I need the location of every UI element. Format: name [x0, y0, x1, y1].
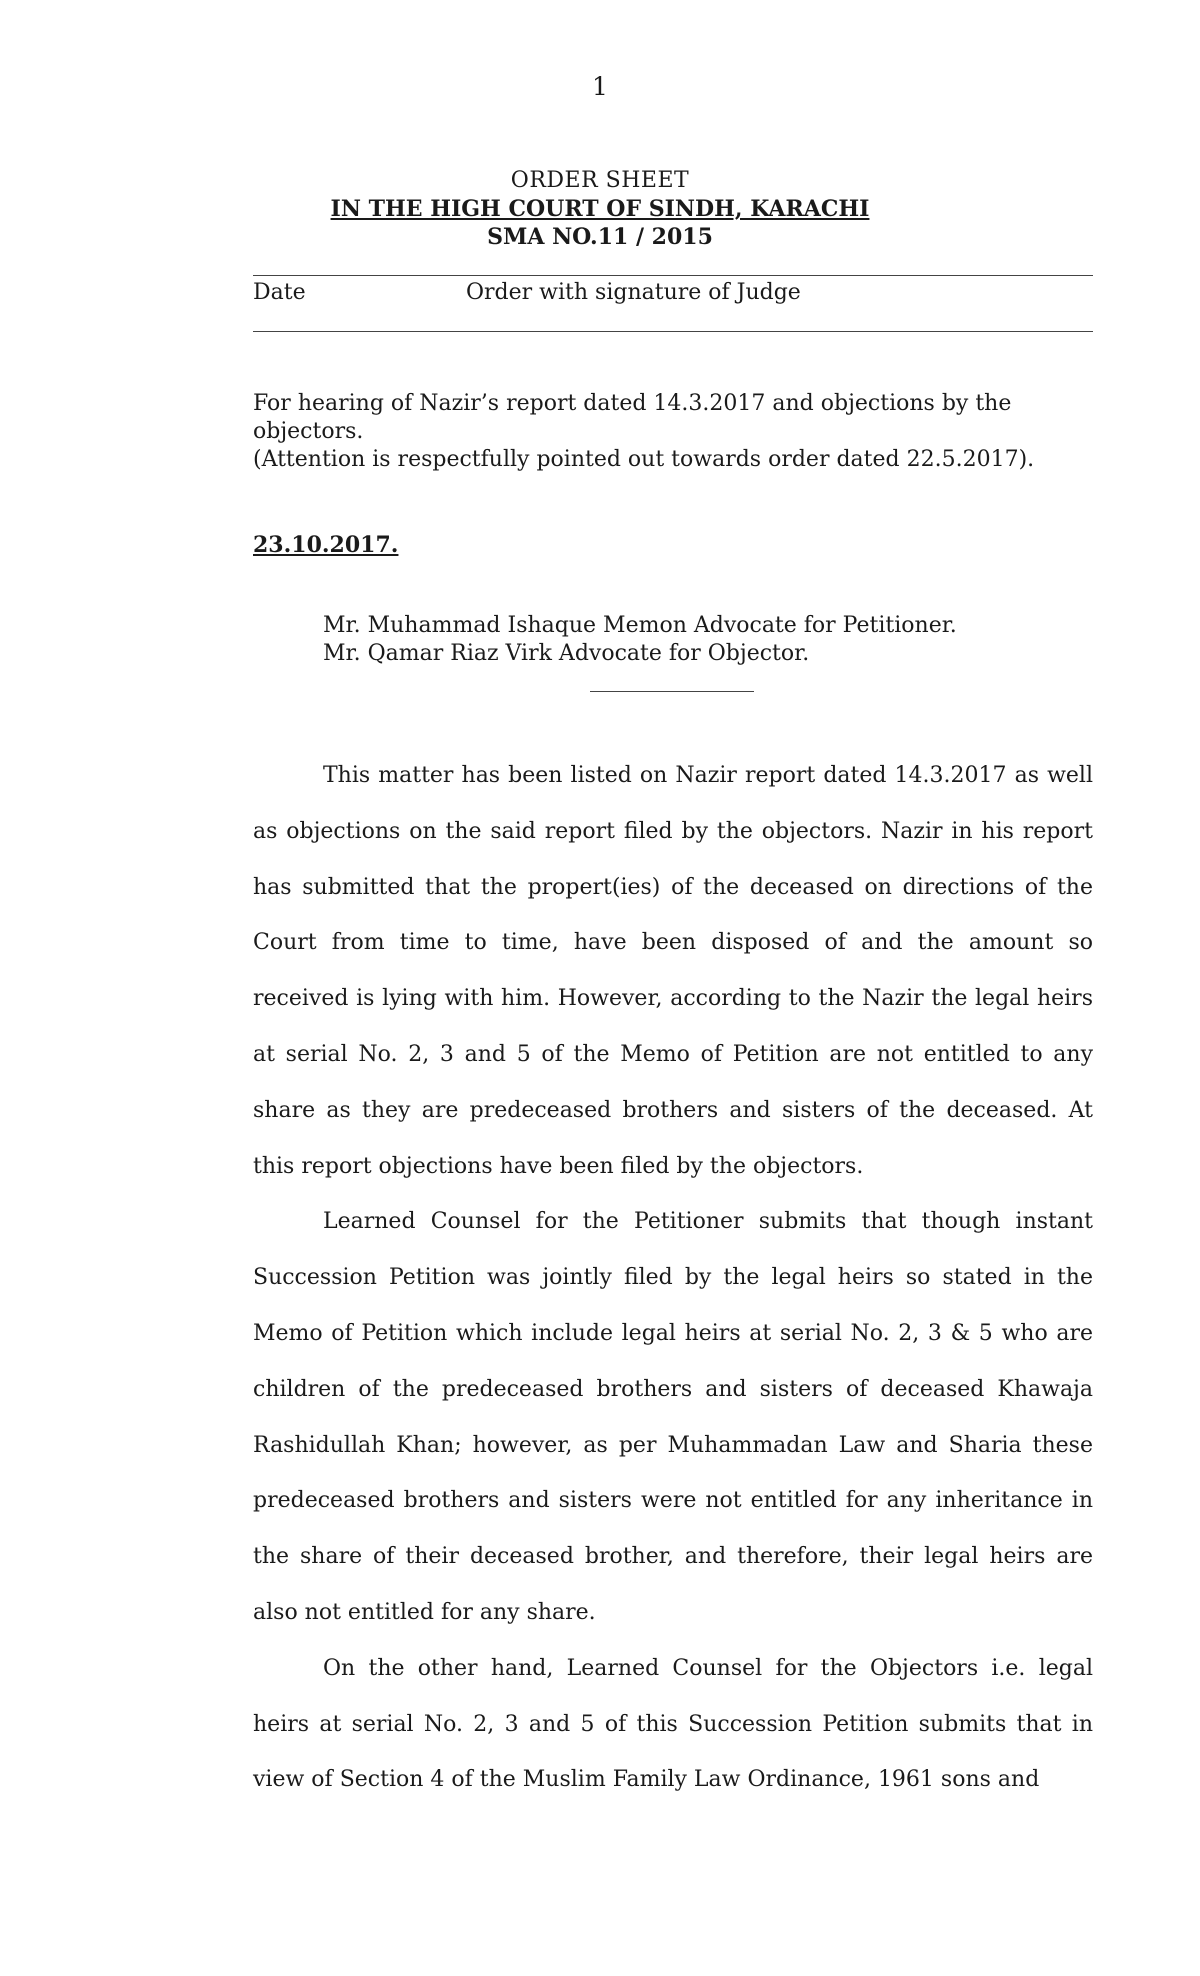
paragraph: On the other hand, Learned Counsel for the Objectors i.e. legal heirs at serial No. 2, 3 and 5 of this Succession Petition submits that in view of Section 4 of the Muslim Family Law Ordinance, 1961 sons and: [253, 1655, 1093, 1793]
appearance-objector: Mr. Qamar Riaz Virk Advocate for Objector.: [323, 641, 810, 666]
paragraph: Learned Counsel for the Petitioner submits that though instant Succession Petition was jointly filed by the legal heirs so stated in the Memo of Petition which include legal heirs at serial No. 2, 3 & 5 who are children of the predeceased brothers and sisters of deceased Khawaja Rashidullah Khan; however, as per Muhammadan Law and Sharia these predeceased brothers and sisters were not entitled for any inheritance in the share of their deceased brother, and therefore, their legal heirs are also not entitled for any share.: [253, 1209, 1093, 1625]
header-bottom-rule: [253, 331, 1093, 332]
page-number: 1: [592, 72, 608, 101]
order-sheet-title: ORDER SHEET: [510, 168, 690, 193]
appearance-petitioner: Mr. Muhammad Ishaque Memon Advocate for Petitioner.: [323, 613, 957, 638]
hearing-purpose: [253, 390, 1093, 474]
order-body: [253, 748, 1093, 1808]
paragraph: This matter has been listed on Nazir report dated 14.3.2017 as well as objections on the said report filed by the objectors. Nazir in his report has submitted that the propert(ies) of the deceased on directions of the Court from time to time, have been disposed of and the amount so received is lying with him. However, according to the Nazir the legal heirs at serial No. 2, 3 and 5 of the Memo of Petition are not entitled to any share as they are predeceased brothers and sisters of the deceased. At this report objections have been filed by the objectors.: [253, 763, 1093, 1179]
hearing-purpose-line: For hearing of Nazir’s report dated 14.3.2017 and objections by the objectors.: [253, 391, 1012, 444]
order-date: 23.10.2017.: [253, 532, 399, 558]
appearances: [323, 612, 957, 668]
order-column-label: Order with signature of Judge: [466, 280, 801, 305]
header-top-rule: [253, 275, 1093, 276]
appearances-divider: [590, 691, 754, 692]
court-name: IN THE HIGH COURT OF SINDH, KARACHI: [330, 196, 870, 222]
attention-note: (Attention is respectfully pointed out towards order dated 22.5.2017).: [253, 447, 1035, 472]
date-column-label: Date: [253, 280, 306, 305]
case-number: SMA NO.11 / 2015: [487, 224, 713, 250]
